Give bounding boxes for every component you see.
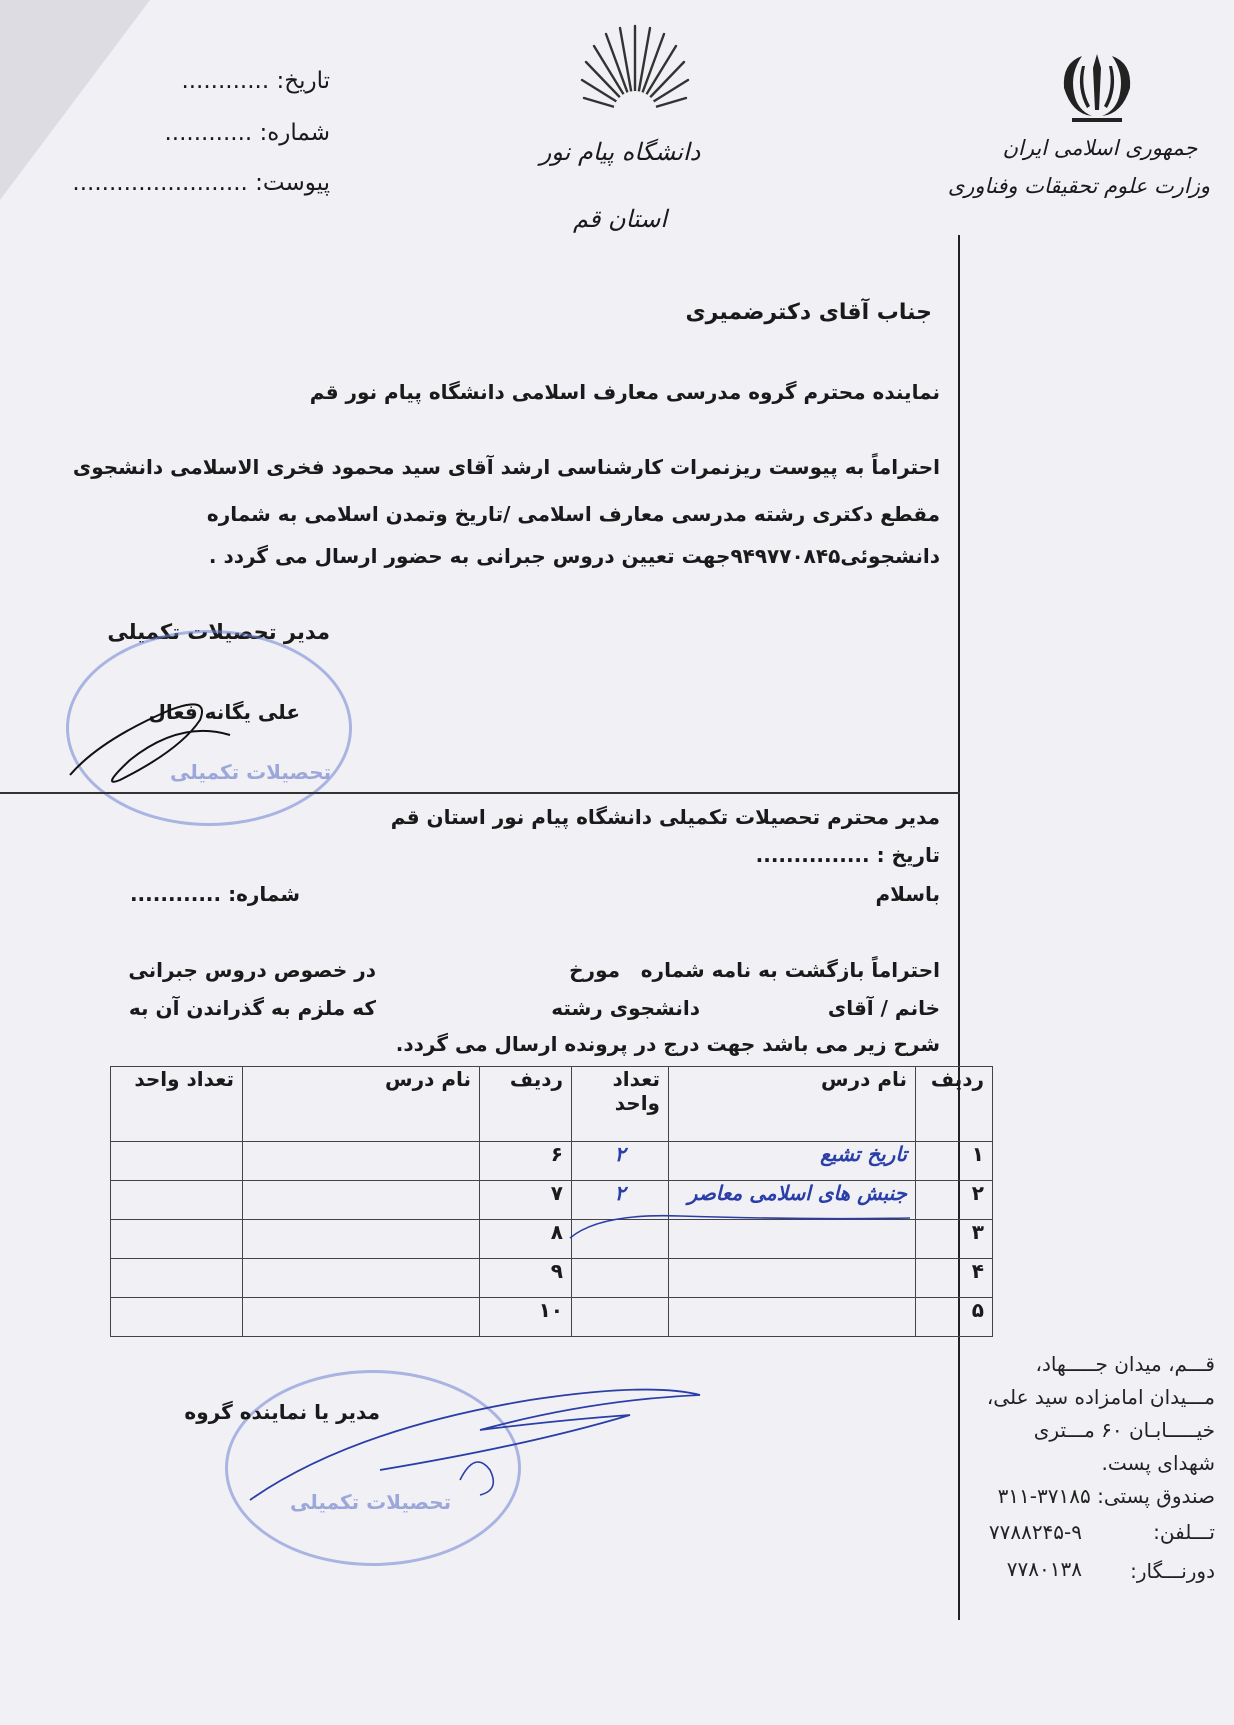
reply-line1-c: در خصوص دروس جبرانی bbox=[128, 958, 376, 982]
reply-greeting: باسلام bbox=[875, 882, 940, 906]
col-row-2: ردیف bbox=[480, 1067, 572, 1142]
table-header-row bbox=[111, 1067, 993, 1142]
course-name-cell: تاریخ تشیع bbox=[669, 1142, 916, 1181]
phone-value: ۷۷۸۸۲۴۵-۹ bbox=[988, 1520, 1082, 1544]
table-row: ۵ ۱۰ bbox=[111, 1298, 993, 1337]
signer-name: علی یگانه فعال bbox=[148, 700, 300, 724]
group-signature-scribble bbox=[230, 1370, 710, 1520]
courses-table bbox=[110, 1066, 993, 1337]
table-row: ۱ تاریخ تشیع ۲ ۶ bbox=[111, 1142, 993, 1181]
university-name: دانشگاه پیام نور bbox=[539, 138, 701, 166]
reply-date: تاریخ : ............... bbox=[755, 843, 940, 867]
table-row: ۳ ۸ bbox=[111, 1220, 993, 1259]
phone-label: تـــلفن: bbox=[1153, 1520, 1215, 1544]
province-name: استان قم bbox=[572, 205, 668, 233]
republic-title: جمهوری اسلامی ایران bbox=[1002, 136, 1198, 160]
po-box: صندوق پستی: ۳۷۱۸۵-۳۱۱ bbox=[997, 1484, 1215, 1508]
reply-line3: شرح زیر می باشد جهت درج در پرونده ارسال می گردد. bbox=[395, 1032, 940, 1056]
paragraph-line-1: احتراماً به پیوست ریزنمرات کارشناسی ارشد آقای سید محمود فخری الاسلامی دانشجوی bbox=[72, 455, 940, 479]
address-line-2: مـــیدان امامزاده سید علی، bbox=[986, 1385, 1215, 1409]
col-course-1: نام درس bbox=[669, 1067, 916, 1142]
attachment-field: پیوست: ........................ bbox=[72, 170, 330, 196]
table-row: ۲ جنبش های اسلامی معاصر ۲ ۷ bbox=[111, 1181, 993, 1220]
units-cell: ۲ bbox=[572, 1142, 669, 1181]
ministry-title: وزارت علوم تحقیقات وفناوری bbox=[947, 174, 1210, 198]
col-units-2: تعداد واحد bbox=[111, 1067, 243, 1142]
stamp-text: تحصیلات تکمیلی bbox=[170, 760, 332, 784]
iran-emblem-icon bbox=[1052, 48, 1142, 128]
address-line-1: قـــم، میدان جـــــهاد، bbox=[1035, 1352, 1215, 1376]
strike-line bbox=[560, 1208, 920, 1248]
reply-line2-c: که ملزم به گذراندن آن به bbox=[128, 996, 376, 1020]
group-stamp-text: تحصیلات تکمیلی bbox=[290, 1490, 452, 1514]
signature-label: مدیر یا نماینده گروه bbox=[184, 1400, 380, 1424]
reply-line2-a: خانم / آقای bbox=[827, 996, 940, 1020]
number-field: شماره: ............ bbox=[164, 120, 330, 146]
reply-addressee: مدیر محترم تحصیلات تکمیلی دانشگاه پیام نور استان قم bbox=[390, 805, 940, 829]
paragraph-line-2: مقطع دکتری رشته مدرسی معارف اسلامی /تاریخ وتمدن اسلامی به شماره bbox=[206, 502, 940, 526]
col-units-1: تعداد واحد bbox=[572, 1067, 669, 1142]
address-line-3: خیـــــابـان ۶۰ مـــتری bbox=[1033, 1418, 1215, 1442]
units-cell: ۲ bbox=[572, 1181, 669, 1220]
reply-line1-b: مورخ bbox=[569, 958, 620, 982]
addressee-subtitle: نماینده محترم گروه مدرسی معارف اسلامی دانشگاه پیام نور قم bbox=[309, 380, 940, 404]
addressee: جناب آقای دکترضمیری bbox=[685, 300, 932, 325]
horizontal-divider bbox=[0, 792, 960, 794]
signer-title: مدیر تحصیلات تکمیلی bbox=[107, 620, 330, 644]
course-name-cell: جنبش های اسلامی معاصر bbox=[669, 1181, 916, 1220]
payame-noor-logo-icon bbox=[580, 18, 690, 118]
reply-line1-a: احتراماً بازگشت به نامه شماره bbox=[640, 958, 940, 982]
reply-number: شماره: ............ bbox=[129, 882, 300, 906]
fax-value: ۷۷۸۰۱۳۸ bbox=[1006, 1557, 1082, 1581]
table-row: ۴ ۹ bbox=[111, 1259, 993, 1298]
col-course-2: نام درس bbox=[243, 1067, 480, 1142]
paragraph-line-3: دانشجوئی۹۴۹۷۷۰۸۴۵جهت تعیین دروس جبرانی به حضور ارسال می گردد . bbox=[208, 544, 940, 568]
reply-line2-b: دانشجوی رشته bbox=[551, 996, 700, 1020]
signature-scribble bbox=[60, 680, 250, 790]
col-row-1: ردیف bbox=[916, 1067, 993, 1142]
date-field: تاریخ: ............ bbox=[181, 68, 330, 94]
address-line-4: شهدای پست. bbox=[1101, 1451, 1215, 1475]
fax-label: دورنـــگار: bbox=[1130, 1559, 1215, 1583]
